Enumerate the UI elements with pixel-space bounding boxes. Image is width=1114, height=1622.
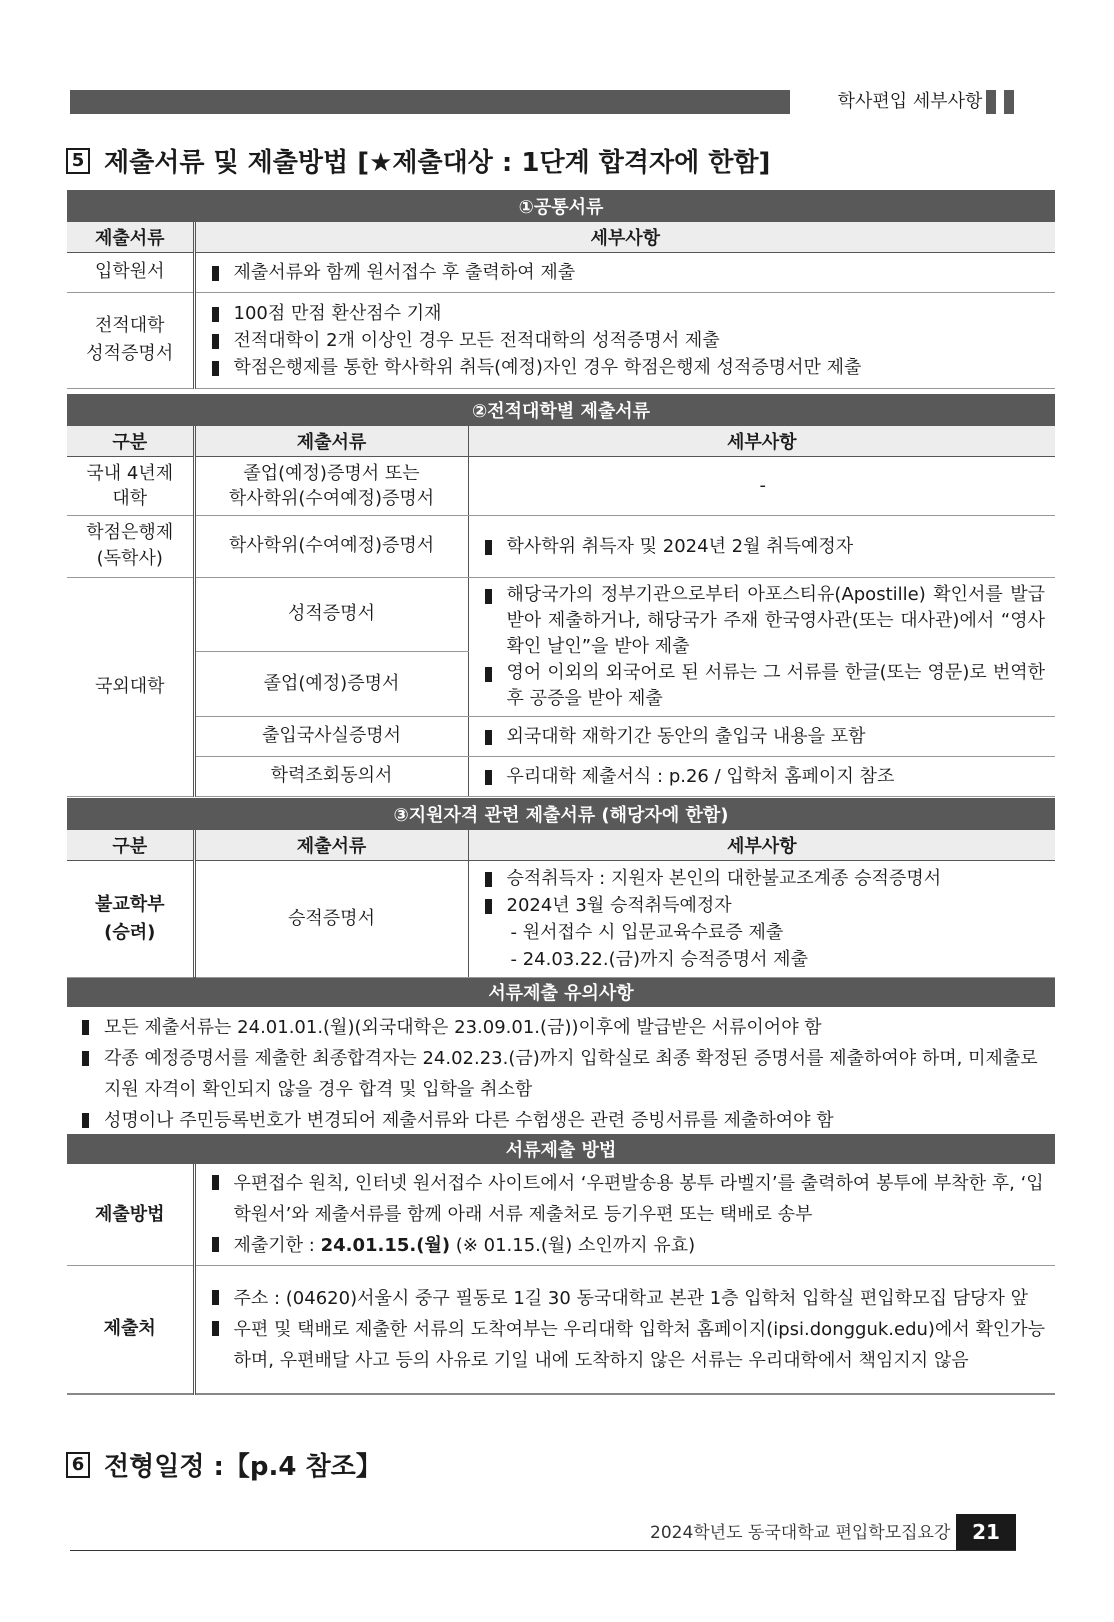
header-bar: [70, 90, 790, 114]
common-banner: ①공통서류: [67, 190, 1055, 222]
detail-item: 해당국가의 정부기관으로부터 아포스티유(Apostille) 확인서를 발급받아 제출하거나, 해당국가 주재 한국영사관(또는 대사관)에서 “영사확인 날인”을 받아 제출: [481, 582, 1046, 660]
detail-item: 2024년 3월 승적취득예정자: [481, 892, 1046, 919]
docs-foreign-transcript: 성적증명서: [194, 577, 468, 652]
deadline-prefix: 제출기한 :: [233, 1235, 321, 1256]
col-header: 제출서류: [194, 426, 468, 456]
detail-item: 우리대학 제출서식 : p.26 / 입학처 홈페이지 참조: [481, 763, 1046, 790]
col-header: 세부사항: [194, 222, 1055, 252]
notes-banner: 서류제출 유의사항: [67, 977, 1055, 1007]
row-label-destination: 제출처: [67, 1266, 194, 1394]
detail-item: 우편접수 원칙, 인터넷 원서접수 사이트에서 ‘우편발송용 봉투 라벨지’를 출력하여 봉투에 부착한 후, ‘입학원서’와 제출서류를 함께 아래 서류 제출처로 등기우편 또는 택배로 송부: [208, 1168, 1046, 1230]
detail-subitem: - 24.03.22.(금)까지 승적증명서 제출: [510, 948, 808, 970]
detail-item: 학점은행제를 통한 학사학위 취득(예정)자인 경우 학점은행제 성적증명서만 제출: [208, 354, 1046, 381]
footer-text: 2024학년도 동국대학교 편입학모집요강: [650, 1523, 951, 1543]
section-6-title-text: 전형일정 :【p.4 참조】: [104, 1452, 382, 1482]
row-label-transcript: 전적대학 성적증명서: [67, 292, 194, 388]
detail-item: 주소 : (04620)서울시 중구 필동로 1길 30 동국대학교 본관 1층 입학처 입학실 편입학모집 담당자 앞: [208, 1283, 1046, 1314]
deadline-note: (※ 01.15.(월) 소인까지 유효): [450, 1235, 696, 1256]
docs-credit-bank: 학사학위(수여예정)증명서: [194, 515, 468, 577]
common-docs-table: [67, 190, 1055, 389]
detail-subitem: - 원서접수 시 입문교육수료증 제출: [510, 921, 784, 943]
prior-banner: ②전적대학별 제출서류: [67, 394, 1055, 426]
section-5-title: [66, 142, 770, 179]
qualification-banner: ③지원자격 관련 제출서류 (해당자에 한함): [67, 798, 1055, 830]
docs-foreign-consent: 학력조회동의서: [194, 756, 468, 796]
section-5-title-text: 제출서류 및 제출방법 [★제출대상 : 1단계 합격자에 한함]: [104, 148, 771, 178]
qualification-table: [67, 798, 1055, 1007]
prior-univ-table: [67, 394, 1055, 797]
detail-item: 전적대학이 2개 이상인 경우 모든 전적대학의 성적증명서 제출: [208, 327, 1046, 354]
method-table: [67, 1134, 1055, 1395]
header-mark: [986, 90, 996, 114]
docs-domestic: 졸업(예정)증명서 또는 학사학위(수여예정)증명서: [194, 456, 468, 515]
row-label-application: 입학원서: [67, 252, 194, 292]
method-banner: 서류제출 방법: [67, 1134, 1055, 1164]
note-item: 각종 예정증명서를 제출한 최종합격자는 24.02.23.(금)까지 입학실로 최종 확정된 증명서를 제출하여야 하며, 미제출로 지원 자격이 확인되지 않을 경우 합격 및 입학을 취소함: [78, 1043, 1058, 1105]
row-label-domestic: 국내 4년제 대학: [67, 456, 194, 515]
page-number: 21: [956, 1514, 1016, 1550]
detail-item: 외국대학 재학기간 동안의 출입국 내용을 포함: [481, 723, 1046, 750]
header-mark: [1004, 90, 1014, 114]
row-label-method: 제출방법: [67, 1164, 194, 1266]
col-header: 구분: [67, 830, 194, 860]
note-item: 성명이나 주민등록번호가 변경되어 제출서류와 다른 수험생은 관련 증빙서류를 제출하여야 함: [78, 1105, 1058, 1136]
section-6-number: 6: [66, 1452, 90, 1478]
notes-list: [78, 1012, 1058, 1136]
detail-item: 학사학위 취득자 및 2024년 2월 취득예정자: [481, 533, 1046, 560]
deadline-value: 24.01.15.(월): [320, 1235, 451, 1256]
row-label-foreign: 국외대학: [67, 577, 194, 796]
detail-item: 제출서류와 함께 원서접수 후 출력하여 제출: [208, 259, 1046, 286]
col-header: 제출서류: [67, 222, 194, 252]
note-item: 모든 제출서류는 24.01.01.(월)(외국대학은 23.09.01.(금))이후에 발급받은 서류이어야 함: [78, 1012, 1058, 1043]
col-header: 세부사항: [468, 830, 1055, 860]
detail-item: 우편 및 택배로 제출한 서류의 도착여부는 우리대학 입학처 홈페이지(ipsi.dongguk.edu)에서 확인가능하며, 우편배달 사고 등의 사유로 기일 내에 도착하지 않은 서류는 우리대학에서 책임지지 않음: [208, 1314, 1046, 1376]
footer-rule: [70, 1550, 1016, 1551]
section-6-title: [66, 1446, 382, 1483]
detail-item: 승적취득자 : 지원자 본인의 대한불교조계종 승적증명서: [481, 865, 1046, 892]
detail-item: 100점 만점 환산점수 기재: [208, 300, 1046, 327]
docs-foreign-graduation: 졸업(예정)증명서: [194, 652, 468, 716]
detail-domestic: -: [468, 456, 1055, 515]
row-label-monk: 불교학부 (승려): [67, 860, 194, 977]
row-label-credit-bank: 학점은행제 (독학사): [67, 515, 194, 577]
col-header: 제출서류: [194, 830, 468, 860]
docs-monk: 승적증명서: [194, 860, 468, 977]
col-header: 구분: [67, 426, 194, 456]
deadline-item: [208, 1230, 1046, 1261]
docs-foreign-immigration: 출입국사실증명서: [194, 716, 468, 756]
detail-item: 영어 이외의 외국어로 된 서류는 그 서류를 한글(또는 영문)로 번역한 후 공증을 받아 제출: [481, 660, 1046, 712]
col-header: 세부사항: [468, 426, 1055, 456]
section-5-number: 5: [66, 148, 90, 174]
header-label: 학사편입 세부사항: [837, 91, 983, 112]
